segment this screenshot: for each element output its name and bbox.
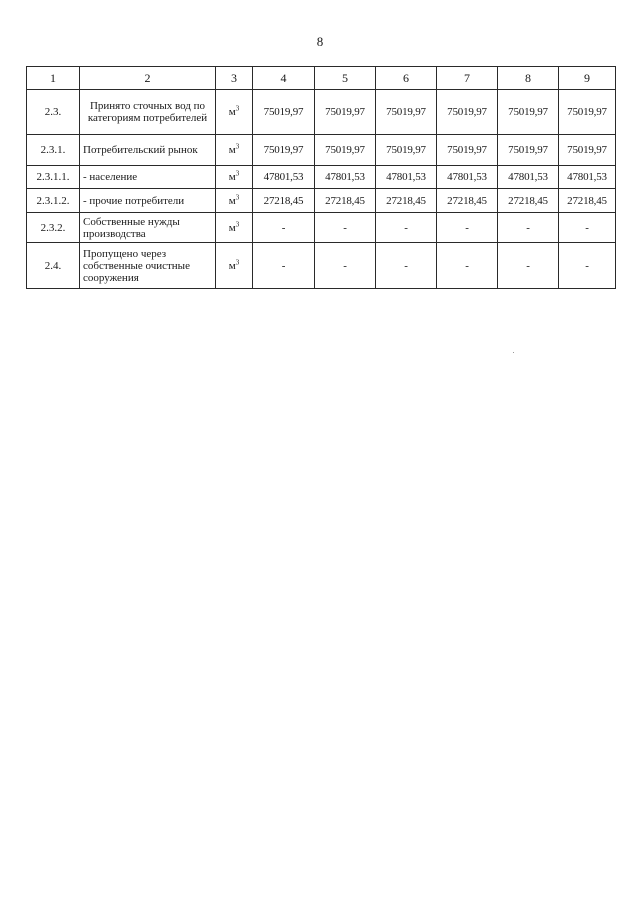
table-cell: 75019,97 bbox=[498, 135, 559, 166]
column-header: 3 bbox=[216, 67, 253, 90]
row-code: 2.4. bbox=[27, 243, 80, 289]
column-header: 9 bbox=[559, 67, 616, 90]
row-name: Принято сточных вод по категориям потребителей bbox=[80, 90, 216, 135]
table-cell: 27218,45 bbox=[559, 189, 616, 213]
row-unit: $м^3$ bbox=[216, 90, 253, 135]
row-unit: $м^3$ bbox=[216, 166, 253, 189]
table-row bbox=[27, 213, 616, 243]
column-header: 8 bbox=[498, 67, 559, 90]
table-cell: - bbox=[376, 243, 437, 289]
table-cell: 47801,53 bbox=[498, 166, 559, 189]
column-header: 1 bbox=[27, 67, 80, 90]
table-cell: 27218,45 bbox=[376, 189, 437, 213]
table-cell: 75019,97 bbox=[376, 135, 437, 166]
table-cell: 75019,97 bbox=[253, 90, 315, 135]
table-cell: - bbox=[315, 213, 376, 243]
table-row bbox=[27, 189, 616, 213]
table-cell: 27218,45 bbox=[437, 189, 498, 213]
table-header-row bbox=[27, 67, 616, 90]
table-cell: - bbox=[498, 243, 559, 289]
table-cell: 75019,97 bbox=[376, 90, 437, 135]
table-cell: - bbox=[376, 213, 437, 243]
row-code: 2.3.1. bbox=[27, 135, 80, 166]
table-row bbox=[27, 166, 616, 189]
table-cell: 47801,53 bbox=[437, 166, 498, 189]
table-cell: 47801,53 bbox=[253, 166, 315, 189]
table-cell: - bbox=[498, 213, 559, 243]
table-cell: 47801,53 bbox=[376, 166, 437, 189]
table-cell: - bbox=[253, 243, 315, 289]
table-cell: 75019,97 bbox=[437, 90, 498, 135]
column-header: 4 bbox=[253, 67, 315, 90]
table-cell: - bbox=[437, 243, 498, 289]
table-cell: - bbox=[315, 243, 376, 289]
table-cell: 75019,97 bbox=[315, 90, 376, 135]
row-name: - население bbox=[80, 166, 216, 189]
row-name: Пропущено через собственные очистные сооружения bbox=[80, 243, 216, 289]
column-header: 5 bbox=[315, 67, 376, 90]
data-table bbox=[26, 66, 616, 289]
table-cell: 75019,97 bbox=[559, 135, 616, 166]
row-name: - прочие потребители bbox=[80, 189, 216, 213]
table-cell: 27218,45 bbox=[253, 189, 315, 213]
table-cell: - bbox=[437, 213, 498, 243]
row-unit: $м^3$ bbox=[216, 213, 253, 243]
row-unit: $м^3$ bbox=[216, 135, 253, 166]
table-cell: 75019,97 bbox=[559, 90, 616, 135]
table-cell: 47801,53 bbox=[559, 166, 616, 189]
row-code: 2.3.1.1. bbox=[27, 166, 80, 189]
table-row bbox=[27, 90, 616, 135]
row-code: 2.3. bbox=[27, 90, 80, 135]
row-name: Собственные нужды производства bbox=[80, 213, 216, 243]
row-code: 2.3.2. bbox=[27, 213, 80, 243]
column-header: 7 bbox=[437, 67, 498, 90]
scan-speck bbox=[513, 352, 514, 353]
table-cell: 75019,97 bbox=[498, 90, 559, 135]
page-number: 8 bbox=[316, 34, 324, 49]
column-header: 2 bbox=[80, 67, 216, 90]
row-unit: $м^3$ bbox=[216, 243, 253, 289]
table-cell: 47801,53 bbox=[315, 166, 376, 189]
table-cell: 75019,97 bbox=[315, 135, 376, 166]
table-cell: 75019,97 bbox=[253, 135, 315, 166]
row-name: Потребительский рынок bbox=[80, 135, 216, 166]
table-cell: 75019,97 bbox=[437, 135, 498, 166]
column-header: 6 bbox=[376, 67, 437, 90]
table-cell: - bbox=[559, 213, 616, 243]
table-cell: 27218,45 bbox=[315, 189, 376, 213]
table-row bbox=[27, 135, 616, 166]
row-unit: $м^3$ bbox=[216, 189, 253, 213]
table-cell: 27218,45 bbox=[498, 189, 559, 213]
table-cell: - bbox=[559, 243, 616, 289]
table-row bbox=[27, 243, 616, 289]
table-cell: - bbox=[253, 213, 315, 243]
row-code: 2.3.1.2. bbox=[27, 189, 80, 213]
